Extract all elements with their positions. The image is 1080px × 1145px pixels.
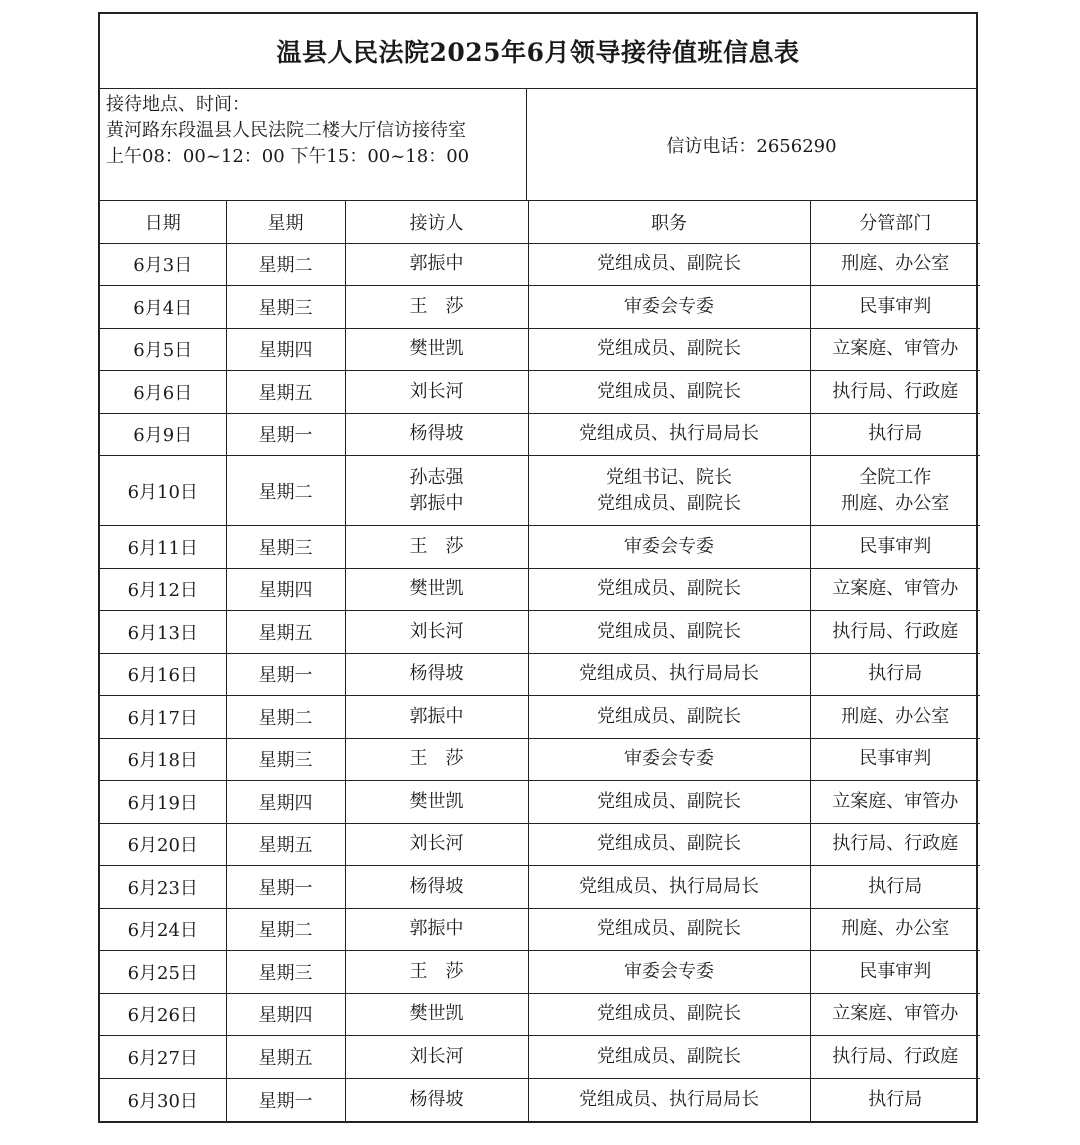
receiver-cell bbox=[345, 1078, 528, 1121]
department-cell-line: 执行局、行政庭 bbox=[832, 620, 959, 642]
receiver-cell-line: 杨得坡 bbox=[409, 1088, 464, 1110]
receiver-cell bbox=[345, 653, 528, 696]
date-cell: 6月12日 bbox=[100, 568, 226, 611]
position-cell-line: 党组成员、执行局局长 bbox=[579, 423, 759, 445]
column-header-weekday: 星期 bbox=[226, 201, 345, 243]
department-cell-line: 立案庭、审管办 bbox=[832, 1003, 959, 1025]
table-row bbox=[100, 526, 980, 569]
receiver-cell-line: 杨得坡 bbox=[409, 875, 464, 897]
position-cell bbox=[528, 328, 810, 371]
position-cell bbox=[528, 371, 810, 414]
position-cell-line: 审委会专委 bbox=[624, 960, 714, 982]
receiver-cell-line: 刘长河 bbox=[409, 620, 464, 642]
receiver-cell bbox=[345, 866, 528, 909]
department-cell-line: 执行局 bbox=[868, 875, 923, 897]
receiver-cell-line: 郭振中 bbox=[409, 705, 464, 727]
department-cell-line: 立案庭、审管办 bbox=[832, 578, 959, 600]
weekday-cell: 星期四 bbox=[226, 781, 345, 824]
department-cell bbox=[810, 993, 980, 1036]
duty-schedule-sheet bbox=[98, 12, 978, 1123]
department-cell bbox=[810, 568, 980, 611]
position-cell bbox=[528, 738, 810, 781]
position-cell bbox=[528, 696, 810, 739]
receiver-cell bbox=[345, 908, 528, 951]
column-header-receiver: 接访人 bbox=[345, 201, 528, 243]
position-cell-line: 党组成员、副院长 bbox=[597, 380, 741, 402]
table-row bbox=[100, 908, 980, 951]
table-row bbox=[100, 1078, 980, 1121]
department-cell bbox=[810, 866, 980, 909]
department-cell-line: 刑庭、办公室 bbox=[841, 705, 950, 727]
table-row bbox=[100, 243, 980, 286]
receiver-cell bbox=[345, 951, 528, 994]
weekday-cell: 星期二 bbox=[226, 456, 345, 526]
receiver-cell bbox=[345, 611, 528, 654]
department-cell-line: 民事审判 bbox=[859, 960, 932, 982]
receiver-cell-line: 樊世凯 bbox=[409, 790, 464, 812]
department-cell-line: 执行局、行政庭 bbox=[832, 380, 959, 402]
position-cell bbox=[528, 413, 810, 456]
position-cell bbox=[528, 781, 810, 824]
department-cell-line: 民事审判 bbox=[859, 535, 932, 557]
receiver-cell bbox=[345, 993, 528, 1036]
weekday-cell: 星期二 bbox=[226, 243, 345, 286]
position-cell bbox=[528, 456, 810, 526]
department-cell-line: 执行局 bbox=[868, 1088, 923, 1110]
receiver-cell-line: 王 莎 bbox=[409, 535, 464, 557]
department-cell bbox=[810, 908, 980, 951]
receiver-cell-line: 刘长河 bbox=[409, 833, 464, 855]
receiver-cell-line: 刘长河 bbox=[409, 380, 464, 402]
position-cell bbox=[528, 951, 810, 994]
weekday-cell: 星期五 bbox=[226, 371, 345, 414]
date-cell: 6月13日 bbox=[100, 611, 226, 654]
position-cell bbox=[528, 993, 810, 1036]
position-cell bbox=[528, 1078, 810, 1121]
position-cell-line: 党组成员、执行局局长 bbox=[579, 875, 759, 897]
department-cell bbox=[810, 823, 980, 866]
position-cell-line: 党组成员、副院长 bbox=[597, 833, 741, 855]
weekday-cell: 星期四 bbox=[226, 568, 345, 611]
department-cell bbox=[810, 371, 980, 414]
weekday-cell: 星期四 bbox=[226, 993, 345, 1036]
weekday-cell: 星期一 bbox=[226, 1078, 345, 1121]
position-cell-line: 党组成员、副院长 bbox=[597, 620, 741, 642]
receiver-cell bbox=[345, 456, 528, 526]
receiver-cell bbox=[345, 413, 528, 456]
department-cell-line: 刑庭、办公室 bbox=[841, 492, 950, 514]
position-cell bbox=[528, 823, 810, 866]
position-cell-line: 党组成员、副院长 bbox=[597, 578, 741, 600]
department-cell-line: 执行局 bbox=[868, 423, 923, 445]
department-cell-line: 刑庭、办公室 bbox=[841, 253, 950, 275]
receiver-cell-line: 杨得坡 bbox=[409, 423, 464, 445]
department-cell bbox=[810, 1078, 980, 1121]
position-cell-line: 党组成员、副院长 bbox=[597, 1045, 741, 1067]
weekday-cell: 星期五 bbox=[226, 1036, 345, 1079]
receiver-cell-line: 王 莎 bbox=[409, 748, 464, 770]
table-row bbox=[100, 456, 980, 526]
date-cell: 6月3日 bbox=[100, 243, 226, 286]
receiver-cell bbox=[345, 526, 528, 569]
receiver-cell bbox=[345, 568, 528, 611]
department-cell-line: 执行局、行政庭 bbox=[832, 1045, 959, 1067]
receiver-cell-line: 樊世凯 bbox=[409, 1003, 464, 1025]
date-cell: 6月17日 bbox=[100, 696, 226, 739]
page-title: 温县人民法院2025年6月领导接待值班信息表 bbox=[100, 14, 976, 89]
weekday-cell: 星期一 bbox=[226, 653, 345, 696]
position-cell bbox=[528, 526, 810, 569]
position-cell bbox=[528, 611, 810, 654]
date-cell: 6月4日 bbox=[100, 286, 226, 329]
date-cell: 6月10日 bbox=[100, 456, 226, 526]
department-cell bbox=[810, 243, 980, 286]
department-cell bbox=[810, 781, 980, 824]
receiver-cell-line: 孙志强 bbox=[409, 466, 464, 488]
place-label: 接待地点、时间： bbox=[106, 94, 250, 115]
receiver-cell bbox=[345, 1036, 528, 1079]
date-cell: 6月16日 bbox=[100, 653, 226, 696]
receiver-cell-line: 王 莎 bbox=[409, 295, 464, 317]
position-cell bbox=[528, 568, 810, 611]
date-cell: 6月18日 bbox=[100, 738, 226, 781]
table-row bbox=[100, 286, 980, 329]
weekday-cell: 星期三 bbox=[226, 738, 345, 781]
date-cell: 6月26日 bbox=[100, 993, 226, 1036]
position-cell bbox=[528, 653, 810, 696]
position-cell-line: 党组成员、执行局局长 bbox=[579, 663, 759, 685]
receiver-cell bbox=[345, 781, 528, 824]
weekday-cell: 星期一 bbox=[226, 413, 345, 456]
receiver-cell-line: 郭振中 bbox=[409, 492, 464, 514]
department-cell bbox=[810, 328, 980, 371]
position-cell-line: 党组成员、副院长 bbox=[597, 705, 741, 727]
table-row bbox=[100, 568, 980, 611]
receiver-cell bbox=[345, 371, 528, 414]
department-cell bbox=[810, 696, 980, 739]
receiver-cell bbox=[345, 286, 528, 329]
schedule-body bbox=[100, 243, 980, 1121]
department-cell-line: 执行局 bbox=[868, 663, 923, 685]
date-cell: 6月20日 bbox=[100, 823, 226, 866]
table-row bbox=[100, 371, 980, 414]
reception-info bbox=[100, 89, 976, 201]
position-cell bbox=[528, 243, 810, 286]
table-row bbox=[100, 611, 980, 654]
date-cell: 6月19日 bbox=[100, 781, 226, 824]
department-cell-line: 刑庭、办公室 bbox=[841, 918, 950, 940]
weekday-cell: 星期五 bbox=[226, 611, 345, 654]
department-cell-line: 立案庭、审管办 bbox=[832, 790, 959, 812]
department-cell bbox=[810, 456, 980, 526]
department-cell bbox=[810, 611, 980, 654]
table-row bbox=[100, 993, 980, 1036]
schedule-table bbox=[100, 201, 980, 1121]
table-row bbox=[100, 1036, 980, 1079]
position-cell-line: 审委会专委 bbox=[624, 295, 714, 317]
weekday-cell: 星期三 bbox=[226, 526, 345, 569]
weekday-cell: 星期一 bbox=[226, 866, 345, 909]
table-row bbox=[100, 328, 980, 371]
receiver-cell bbox=[345, 738, 528, 781]
date-cell: 6月11日 bbox=[100, 526, 226, 569]
receiver-cell-line: 刘长河 bbox=[409, 1045, 464, 1067]
reception-place: 黄河路东段温县人民法院二楼大厅信访接待室 bbox=[106, 120, 466, 141]
department-cell-line: 全院工作 bbox=[859, 466, 932, 488]
date-cell: 6月23日 bbox=[100, 866, 226, 909]
department-cell bbox=[810, 951, 980, 994]
receiver-cell-line: 樊世凯 bbox=[409, 338, 464, 360]
position-cell bbox=[528, 866, 810, 909]
column-header-department: 分管部门 bbox=[810, 201, 980, 243]
position-cell-line: 党组成员、副院长 bbox=[597, 918, 741, 940]
position-cell-line: 党组成员、副院长 bbox=[597, 492, 741, 514]
department-cell bbox=[810, 1036, 980, 1079]
date-cell: 6月25日 bbox=[100, 951, 226, 994]
department-cell-line: 执行局、行政庭 bbox=[832, 833, 959, 855]
position-cell-line: 党组成员、副院长 bbox=[597, 1003, 741, 1025]
table-row bbox=[100, 738, 980, 781]
weekday-cell: 星期三 bbox=[226, 951, 345, 994]
department-cell bbox=[810, 653, 980, 696]
department-cell bbox=[810, 526, 980, 569]
position-cell bbox=[528, 1036, 810, 1079]
receiver-cell bbox=[345, 328, 528, 371]
department-cell-line: 民事审判 bbox=[859, 295, 932, 317]
table-row bbox=[100, 696, 980, 739]
department-cell-line: 民事审判 bbox=[859, 748, 932, 770]
weekday-cell: 星期二 bbox=[226, 908, 345, 951]
date-cell: 6月6日 bbox=[100, 371, 226, 414]
receiver-cell bbox=[345, 696, 528, 739]
weekday-cell: 星期三 bbox=[226, 286, 345, 329]
date-cell: 6月30日 bbox=[100, 1078, 226, 1121]
department-cell bbox=[810, 286, 980, 329]
position-cell-line: 党组成员、副院长 bbox=[597, 253, 741, 275]
position-cell-line: 党组成员、副院长 bbox=[597, 790, 741, 812]
receiver-cell-line: 郭振中 bbox=[409, 253, 464, 275]
department-cell bbox=[810, 413, 980, 456]
weekday-cell: 星期四 bbox=[226, 328, 345, 371]
receiver-cell-line: 杨得坡 bbox=[409, 663, 464, 685]
weekday-cell: 星期二 bbox=[226, 696, 345, 739]
receiver-cell-line: 郭振中 bbox=[409, 918, 464, 940]
table-header-row bbox=[100, 201, 980, 243]
table-row bbox=[100, 866, 980, 909]
position-cell-line: 党组成员、副院长 bbox=[597, 338, 741, 360]
receiver-cell bbox=[345, 243, 528, 286]
date-cell: 6月5日 bbox=[100, 328, 226, 371]
petition-phone: 信访电话：2656290 bbox=[666, 135, 837, 157]
position-cell-line: 审委会专委 bbox=[624, 535, 714, 557]
date-cell: 6月9日 bbox=[100, 413, 226, 456]
column-header-date: 日期 bbox=[100, 201, 226, 243]
table-row bbox=[100, 781, 980, 824]
table-row bbox=[100, 653, 980, 696]
position-cell bbox=[528, 286, 810, 329]
receiver-cell-line: 樊世凯 bbox=[409, 578, 464, 600]
date-cell: 6月24日 bbox=[100, 908, 226, 951]
position-cell bbox=[528, 908, 810, 951]
department-cell bbox=[810, 738, 980, 781]
table-row bbox=[100, 413, 980, 456]
table-row bbox=[100, 951, 980, 994]
position-cell-line: 审委会专委 bbox=[624, 748, 714, 770]
receiver-cell-line: 王 莎 bbox=[409, 960, 464, 982]
column-header-position: 职务 bbox=[528, 201, 810, 243]
department-cell-line: 立案庭、审管办 bbox=[832, 338, 959, 360]
position-cell-line: 党组成员、执行局局长 bbox=[579, 1088, 759, 1110]
table-row bbox=[100, 823, 980, 866]
weekday-cell: 星期五 bbox=[226, 823, 345, 866]
date-cell: 6月27日 bbox=[100, 1036, 226, 1079]
reception-hours: 上午08：00~12：00 下午15：00~18：00 bbox=[106, 146, 470, 167]
receiver-cell bbox=[345, 823, 528, 866]
position-cell-line: 党组书记、院长 bbox=[606, 466, 732, 488]
reception-place-time bbox=[100, 89, 527, 200]
